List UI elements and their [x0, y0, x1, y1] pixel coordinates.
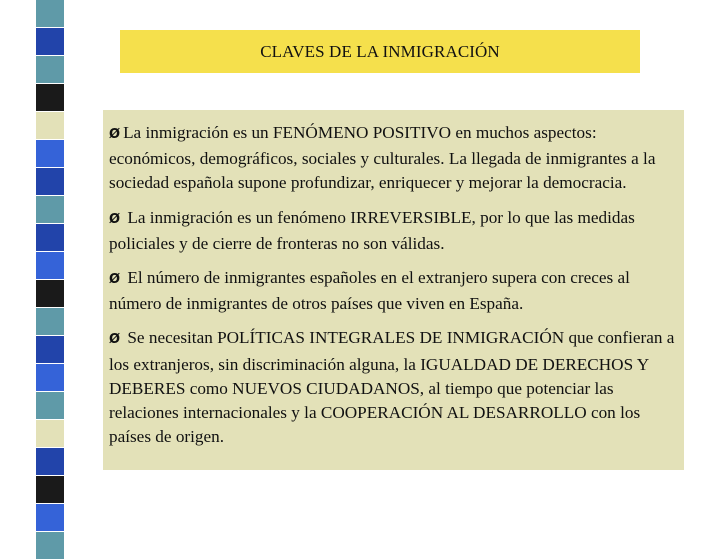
stripe-block — [36, 392, 64, 419]
stripe-block — [36, 476, 64, 503]
stripe-block — [36, 28, 64, 55]
content-panel — [103, 110, 684, 470]
title-banner — [120, 30, 640, 73]
stripe-block — [36, 364, 64, 391]
stripe-block — [36, 0, 64, 27]
stripe-block — [36, 84, 64, 111]
stripe-block — [36, 168, 64, 195]
arrow-bullet-icon: Ø — [109, 127, 121, 142]
arrow-bullet-icon: Ø — [109, 211, 121, 227]
stripe-block — [36, 504, 64, 531]
stripe-block — [36, 308, 64, 335]
decorative-stripe — [36, 0, 64, 540]
stripe-block — [36, 196, 64, 223]
bullet-text: Se necesitan POLÍTICAS INTEGRALES DE INMIGRACIÓN que confieran a los extranjeros, sin discriminación alguna, la IGUALDAD DE DERECHOS Y DEBERES como NUEVOS CIUDADANOS, al tiempo que potenciar las relaciones internacionales y la COOPERACIÓN AL DESARROLLO con los países de origen. — [109, 328, 675, 447]
stripe-block — [36, 252, 64, 279]
stripe-block — [36, 56, 64, 83]
stripe-block — [36, 112, 64, 139]
page-title: CLAVES DE LA INMIGRACIÓN — [260, 41, 500, 61]
stripe-block — [36, 140, 64, 167]
bullet-text: La inmigración es un fenómeno IRREVERSIBLE, por lo que las medidas policiales y de cierre de fronteras no son válidas. — [109, 207, 635, 253]
bullet-text: El número de inmigrantes españoles en el extranjero supera con creces al número de inmigrantes de otros países que viven en España. — [109, 268, 630, 314]
arrow-bullet-icon: Ø — [109, 272, 121, 288]
stripe-block — [36, 532, 64, 559]
stripe-block — [36, 420, 64, 447]
arrow-bullet-icon: Ø — [109, 332, 121, 348]
stripe-block — [36, 336, 64, 363]
bullet-item — [109, 206, 678, 256]
bullet-text: La inmigración es un FENÓMENO POSITIVO en muchos aspectos: económicos, demográficos, sociales y culturales. La llegada de inmigrantes a la sociedad española supone profundizar, enriquecer y mejorar la democracia. — [109, 123, 656, 193]
stripe-block — [36, 280, 64, 307]
bullet-item — [109, 326, 678, 449]
bullet-item — [109, 266, 678, 316]
stripe-block — [36, 448, 64, 475]
stripe-block — [36, 224, 64, 251]
bullet-item — [109, 121, 678, 196]
